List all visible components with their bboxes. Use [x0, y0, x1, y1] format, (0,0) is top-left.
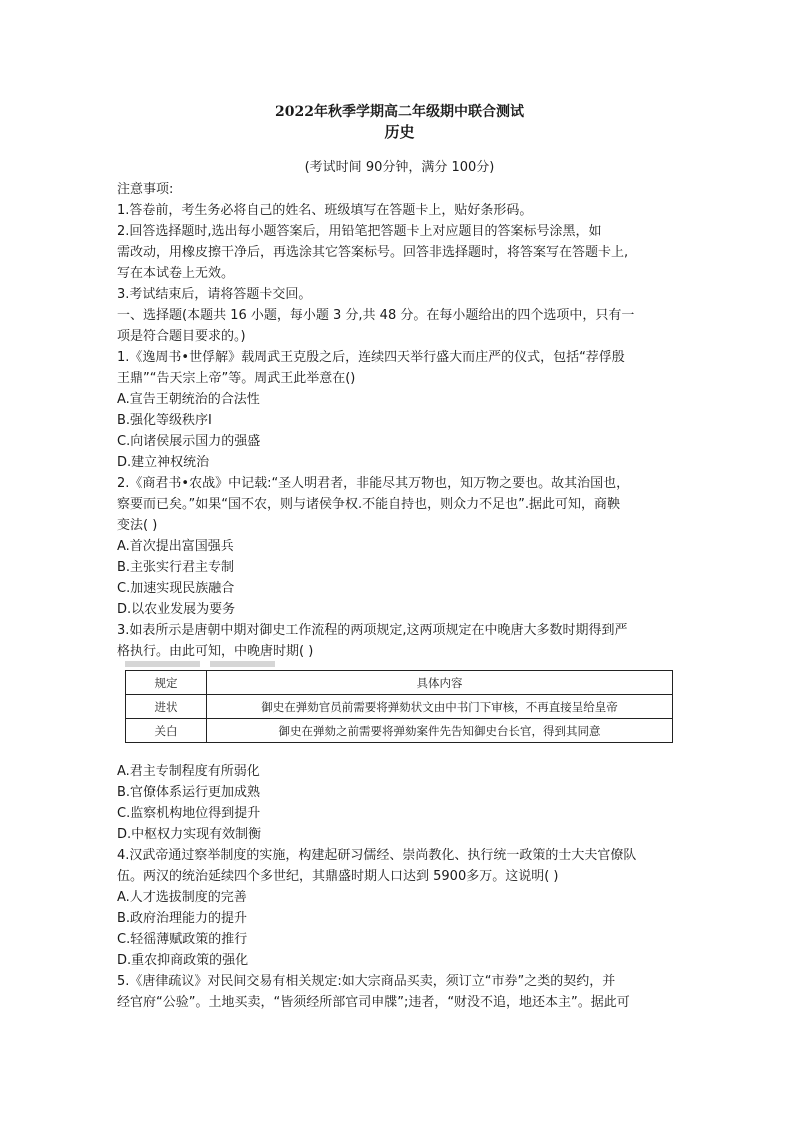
table-header-key: 规定 — [126, 671, 207, 695]
note-item-2-line-3: 写在本试卷上无效。 — [117, 266, 235, 281]
table-row-1-key: 进状 — [126, 695, 207, 719]
table-header-value: 具体内容 — [207, 671, 673, 695]
q3-option-c: C.监察机构地位得到提升 — [117, 806, 261, 821]
q1-option-a: A.宣告王朝统治的合法性 — [117, 392, 260, 407]
table-row-2-value: 御史在弹劾之前需要将弹劾案件先告知御史台长官，得到其同意 — [207, 719, 673, 743]
q1-option-c: C.向诸侯展示国力的强盛 — [117, 434, 261, 449]
q1-stem-line-2: 王鼎”“告天宗上帝”等。周武王此举意在() — [117, 371, 356, 386]
exam-info: (考试时间 90分钟，满分 100分) — [304, 160, 495, 175]
notes-heading: 注意事项: — [117, 182, 174, 197]
q3-table — [125, 670, 673, 743]
q3-stem-line-2: 格执行。由此可知，中晚唐时期( ) — [117, 644, 314, 659]
q4-option-a: A.人才选拔制度的完善 — [117, 890, 247, 905]
q3-stem-line-1: 3.如表所示是唐朝中期对御史工作流程的两项规定,这两项规定在中晚唐大多数时期得到严 — [117, 623, 628, 638]
table-row — [126, 695, 673, 719]
q2-stem-line-3: 变法( ) — [117, 518, 158, 533]
q2-option-d: D.以农业发展为要务 — [117, 602, 236, 617]
q5-stem-line-1: 5.《唐律疏议》对民间交易有相关规定:如大宗商品买卖，须订立“市券”之类的契约，并 — [117, 974, 616, 989]
table-row — [126, 671, 673, 695]
exam-title: 2022年秋季学期高二年级期中联合测试 — [275, 104, 524, 120]
subject-title: 历史 — [384, 123, 415, 141]
q4-option-c: C.轻徭薄赋政策的推行 — [117, 932, 248, 947]
table-row-1-value: 御史在弹劾官员前需要将弹劾状文由中书门下审核，不再直接呈给皇帝 — [207, 695, 673, 719]
q2-stem-line-2: 察要而已矣。”如果“国不农，则与诸侯争权.不能自持也，则众力不足也”.据此可知，商鞅 — [117, 497, 620, 512]
section-1-line-2: 项是符合题目要求的。) — [117, 329, 246, 344]
q4-option-d: D.重农抑商政策的强化 — [117, 953, 249, 968]
q3-option-d: D.中枢权力实现有效制衡 — [117, 827, 262, 842]
table-row — [126, 719, 673, 743]
section-1-line-1: 一、选择题(本题共 16 小题，每小题 3 分,共 48 分。在每小题给出的四个选项中，只有一 — [117, 308, 635, 323]
scan-artifact — [125, 661, 375, 667]
q2-stem-line-1: 2.《商君书•农战》中记载:“圣人明君者，非能尽其万物也，知万物之要也。故其治国也， — [117, 476, 630, 491]
note-item-1: 1.答卷前，考生务必将自己的姓名、班级填写在答题卡上，贴好条形码。 — [117, 203, 533, 218]
q5-stem-line-2: 经官府“公验”。土地买卖，“皆须经所部官司申牒”;违者，“财没不追，地还本主”。据此可 — [117, 995, 630, 1010]
q1-option-d: D.建立神权统治 — [117, 455, 210, 470]
q4-stem-line-2: 伍。两汉的统治延续四个多世纪，其鼎盛时期人口达到 5900多万。这说明( ) — [117, 869, 559, 884]
q3-option-a: A.君主专制程度有所弱化 — [117, 764, 260, 779]
q4-stem-line-1: 4.汉武帝通过察举制度的实施，构建起研习儒经、崇尚教化、执行统一政策的士大夫官僚队 — [117, 848, 637, 863]
q4-option-b: B.政府治理能力的提升 — [117, 911, 248, 926]
q2-option-c: C.加速实现民族融合 — [117, 581, 235, 596]
q3-option-b: B.官僚体系运行更加成熟 — [117, 785, 261, 800]
note-item-3: 3.考试结束后，请将答题卡交回。 — [117, 287, 312, 302]
note-item-2-line-2: 需改动，用橡皮擦干净后，再选涂其它答案标号。回答非选择题时，将答案写在答题卡上, — [117, 245, 629, 260]
q1-stem-line-1: 1.《逸周书•世俘解》载周武王克殷之后，连续四天举行盛大而庄严的仪式，包括“荐俘殷 — [117, 350, 625, 365]
table-row-2-key: 关白 — [126, 719, 207, 743]
q2-option-b: B.主张实行君主专制 — [117, 560, 235, 575]
q1-option-b: B.强化等级秩序I — [117, 413, 212, 428]
note-item-2-line-1: 2.回答选择题时,选出每小题答案后，用铅笔把答题卡上对应题目的答案标号涂黑，如 — [117, 224, 602, 239]
q2-option-a: A.首次提出富国强兵 — [117, 539, 234, 554]
